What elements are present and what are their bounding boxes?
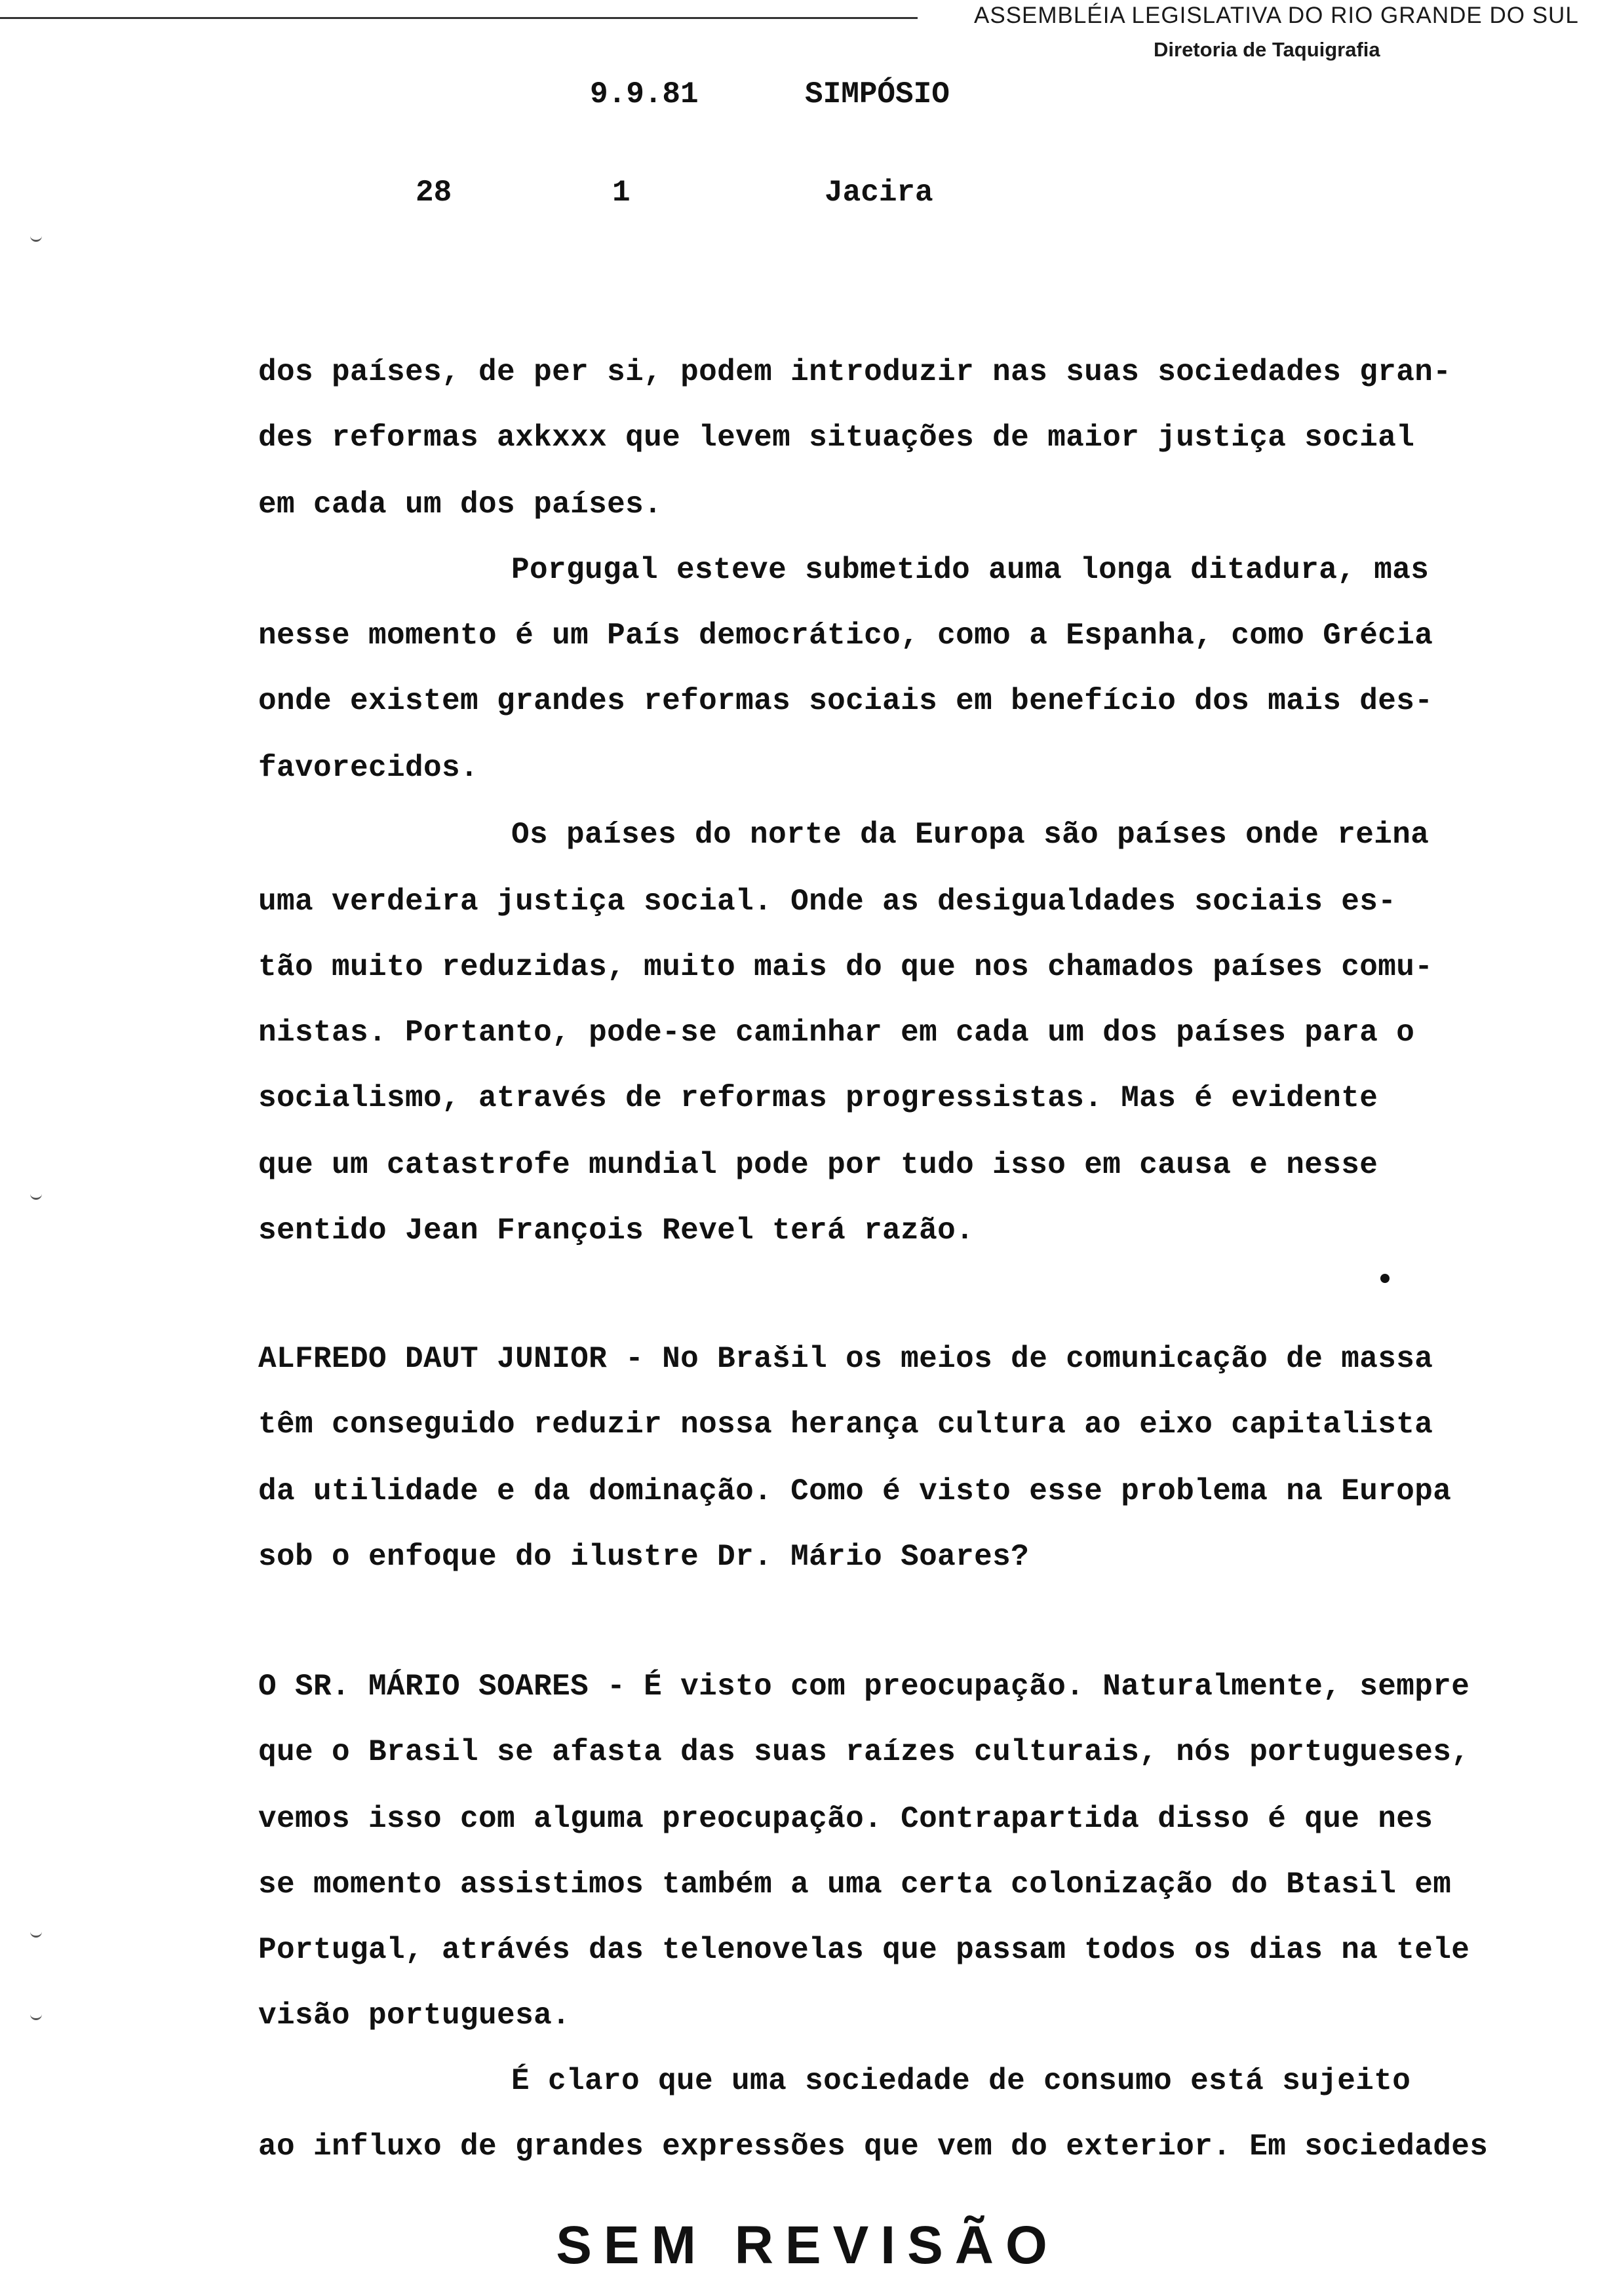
- text-line: sentido Jean François Revel terá razão.: [258, 1214, 975, 1248]
- speaker-line: ALFREDO DAUT JUNIOR - No Brašil os meios de comunicação de massa: [258, 1342, 1433, 1376]
- ink-dot: [1380, 1274, 1390, 1283]
- text-line: Porgugal esteve submetido auma longa ditadura, mas: [511, 553, 1430, 587]
- text-line: dos países, de per si, podem introduzir nas suas sociedades gran-: [258, 355, 1452, 389]
- text-line: socialismo, através de reformas progressistas. Mas é evidente: [258, 1081, 1378, 1115]
- sheet-number: 28: [416, 176, 452, 210]
- margin-mark: [30, 1932, 42, 1938]
- part-number: 1: [612, 176, 631, 210]
- margin-mark: [30, 1194, 42, 1200]
- margin-mark: [30, 236, 42, 242]
- session-date: 9.9.81: [590, 77, 699, 111]
- review-stamp: SEM REVISÃO: [556, 2215, 1059, 2275]
- top-rule: [0, 17, 918, 19]
- text-line: Os países do norte da Europa são países onde reina: [511, 818, 1430, 852]
- text-line: vemos isso com alguma preocupação. Contrapartida disso é que nes: [258, 1802, 1433, 1836]
- text-line: favorecidos.: [258, 751, 479, 785]
- text-line: É claro que uma sociedade de consumo está sujeito: [511, 2064, 1411, 2098]
- speaker-line: O SR. MÁRIO SOARES - É visto com preocupação. Naturalmente, sempre: [258, 1670, 1470, 1704]
- text-line: uma verdeira justiça social. Onde as desigualdades sociais es-: [258, 885, 1397, 919]
- text-line: Portugal, atrávés das telenovelas que passam todos os dias na tele: [258, 1933, 1470, 1967]
- text-line: que o Brasil se afasta das suas raízes culturais, nós portugueses,: [258, 1735, 1470, 1769]
- text-line: têm conseguido reduzir nossa herança cultura ao eixo capitalista: [258, 1407, 1433, 1442]
- session-event: SIMPÓSIO: [805, 77, 950, 111]
- text-line: nesse momento é um País democrático, como a Espanha, como Grécia: [258, 619, 1433, 653]
- text-line: que um catastrofe mundial pode por tudo isso em causa e nesse: [258, 1148, 1378, 1182]
- text-line: sob o enfoque do ilustre Dr. Mário Soares?: [258, 1540, 1030, 1574]
- department-name: Diretoria de Taquigrafia: [1154, 38, 1380, 61]
- text-line: da utilidade e da dominação. Como é visto esse problema na Europa: [258, 1474, 1452, 1508]
- text-line: tão muito reduzidas, muito mais do que nos chamados países comu-: [258, 950, 1433, 984]
- stenographer-name: Jacira: [825, 176, 933, 210]
- institution-name: ASSEMBLÉIA LEGISLATIVA DO RIO GRANDE DO SUL: [974, 3, 1579, 28]
- text-line: se momento assistimos também a uma certa colonização do Btasil em: [258, 1867, 1452, 1902]
- margin-mark: [30, 2014, 42, 2020]
- text-line: onde existem grandes reformas sociais em benefício dos mais des-: [258, 684, 1433, 718]
- text-line: nistas. Portanto, pode-se caminhar em cada um dos países para o: [258, 1016, 1415, 1050]
- text-line: ao influxo de grandes expressões que vem do exterior. Em sociedades: [258, 2130, 1489, 2164]
- text-line: em cada um dos países.: [258, 488, 663, 522]
- text-line: des reformas axkxxx que levem situações de maior justiça social: [258, 421, 1415, 455]
- text-line: visão portuguesa.: [258, 1999, 571, 2033]
